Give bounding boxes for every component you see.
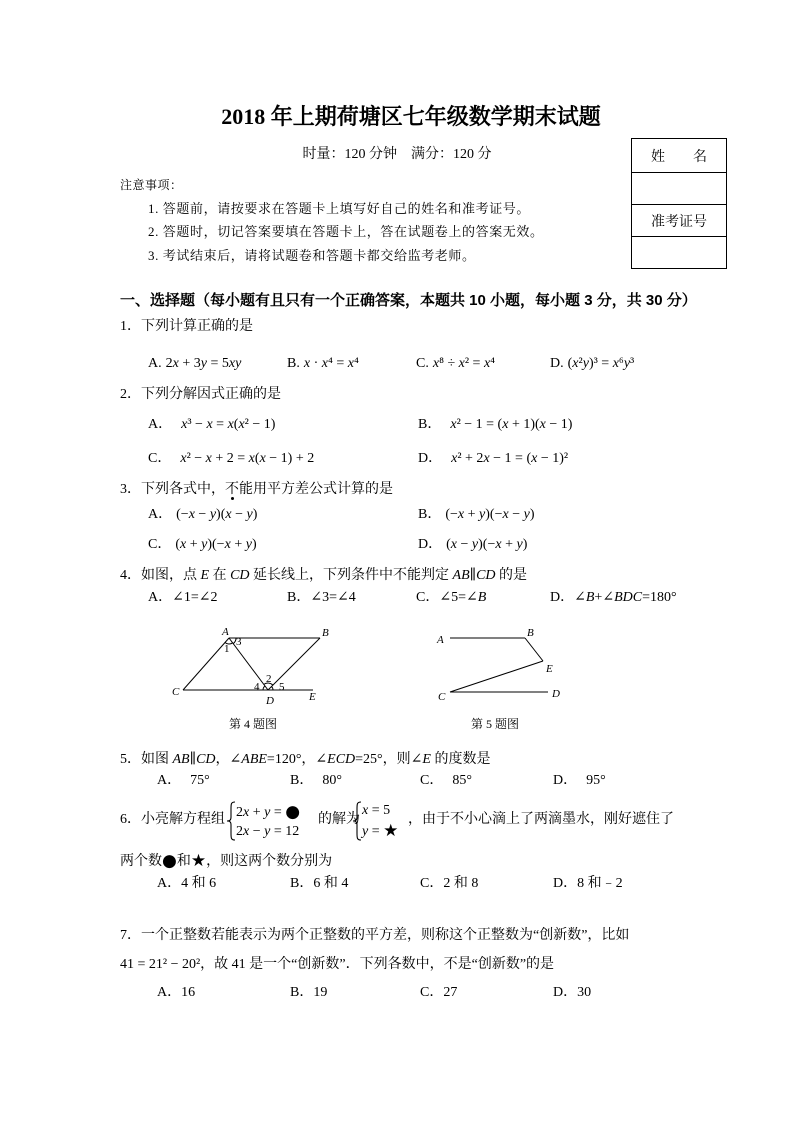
option-label: D． <box>553 773 578 788</box>
figure-5-caption: 第 5 题图 <box>470 717 519 731</box>
point-label-a: A <box>437 634 444 646</box>
point-label-c: C <box>438 691 446 703</box>
point-label-b: B <box>527 627 534 639</box>
question-2-stem <box>120 385 281 405</box>
equation-line-2: 2x − y = 12 <box>236 824 300 839</box>
option-text: 6 和 4 <box>313 876 349 891</box>
figure-4-diagram <box>165 620 335 710</box>
question-text-line-2: 两个数●和★，则这两个数分别为 <box>120 851 333 871</box>
point-label-d: D <box>552 688 560 700</box>
option-label: A. <box>148 356 162 371</box>
option-label: D． <box>553 876 578 891</box>
exam-id-field <box>632 237 727 269</box>
option-text: (x²y)³ = x⁶y³ <box>567 356 635 371</box>
point-label-c: C <box>172 686 180 698</box>
option-d <box>550 588 677 608</box>
point-label-d: D <box>266 695 274 707</box>
option-a <box>148 354 241 374</box>
option-label: D． <box>553 985 578 1000</box>
option-text: 75° <box>190 773 210 788</box>
option-label: C． <box>148 537 172 552</box>
name-label: 姓 名 <box>632 139 727 173</box>
question-5-stem <box>120 750 490 770</box>
solution-line-2: y = ★ <box>362 821 399 841</box>
option-text: 4 和 6 <box>181 876 217 891</box>
question-number: 4． <box>120 568 141 583</box>
option-text: ∠3=∠4 <box>310 590 356 605</box>
option-c <box>420 983 457 1003</box>
option-d <box>553 874 623 894</box>
section-heading: 一、选择题（每小题有且只有一个正确答案，本题共 10 小题，每小题 3 分，共 30 分） <box>120 292 697 309</box>
segment-be <box>525 638 543 661</box>
option-b <box>418 505 535 525</box>
option-d <box>418 449 568 469</box>
option-label: A． <box>157 773 182 788</box>
option-text: 16 <box>181 985 196 1000</box>
option-text: 95° <box>586 773 606 788</box>
name-field <box>632 173 727 205</box>
option-text: 2x + 3y = 5xy <box>165 356 242 371</box>
angle-label-1: 1 <box>224 643 230 655</box>
option-a <box>148 415 275 435</box>
option-a <box>157 983 195 1003</box>
figure-4-caption: 第 4 题图 <box>228 717 277 731</box>
option-d <box>418 535 527 555</box>
option-label: B. <box>287 356 300 371</box>
option-text: ∠1=∠2 <box>172 590 218 605</box>
option-b <box>287 354 359 374</box>
question-text: 下列各式中， <box>141 482 225 497</box>
option-c <box>416 588 486 608</box>
figure-5-diagram <box>430 620 570 710</box>
question-text: 的解为 <box>318 812 360 827</box>
option-text: 85° <box>452 773 472 788</box>
option-text: (x + y)(−x + y) <box>175 537 257 552</box>
question-text: 如图 AB∥CD，∠ABE=120°，∠ECD=25°，则∠E 的度数是 <box>141 752 491 767</box>
option-label: B． <box>418 417 442 432</box>
angle-label-3: 3 <box>236 636 242 648</box>
notice-item: 2. 答题时，切记答案要填在答题卡上，答在试题卷上的答案无效。 <box>148 224 544 239</box>
option-text: x³ − x = x(x² − 1) <box>181 417 276 432</box>
question-number: 5． <box>120 752 141 767</box>
option-text: ∠5=∠B <box>439 590 487 605</box>
question-7-stem <box>120 926 629 946</box>
option-label: D． <box>550 590 575 605</box>
option-label: D． <box>418 451 443 466</box>
option-label: B． <box>290 985 314 1000</box>
option-text: 27 <box>443 985 458 1000</box>
option-d <box>550 354 634 374</box>
option-d <box>553 771 606 791</box>
option-label: C． <box>420 985 444 1000</box>
option-b <box>290 874 348 894</box>
option-a <box>148 588 217 608</box>
segment-db <box>268 638 320 690</box>
option-c <box>420 771 472 791</box>
option-c <box>416 354 495 374</box>
notice-item: 1. 答题前，请按要求在答题卡上填写好自己的姓名和准考证号。 <box>148 201 531 216</box>
point-label-e: E <box>546 663 553 675</box>
option-label: B． <box>287 590 311 605</box>
solution-line-1: x = 5 <box>362 803 391 818</box>
option-label: B． <box>290 773 314 788</box>
question-text: 下列计算正确的是 <box>141 319 253 334</box>
question-text: 小亮解方程组 <box>141 812 225 827</box>
angle-5-arc <box>272 687 274 691</box>
option-b <box>287 588 356 608</box>
option-label: A． <box>148 417 173 432</box>
point-label-b: B <box>322 627 329 639</box>
option-label: B． <box>290 876 314 891</box>
angle-label-4: 4 <box>254 681 260 693</box>
notice-heading: 注意事项： <box>120 178 183 192</box>
option-c <box>148 449 314 469</box>
question-number: 6． <box>120 812 141 827</box>
point-label-e: E <box>309 691 316 703</box>
angle-label-2: 2 <box>266 673 272 685</box>
option-label: A． <box>157 876 182 891</box>
question-text-line-2: 41 = 21² − 20²，故 41 是一个“创新数”．下列各数中，不是“创新数”的是 <box>120 957 555 972</box>
question-4-stem <box>120 566 527 586</box>
exam-title: 2018 年上期荷塘区七年级数学期末试题 <box>221 104 601 129</box>
question-text: 下列分解因式正确的是 <box>141 387 281 402</box>
option-label: D． <box>418 537 443 552</box>
option-label: C． <box>148 451 172 466</box>
option-a <box>157 771 210 791</box>
option-text: (x − y)(−x + y) <box>446 537 528 552</box>
option-text: x⁸ ÷ x² = x⁴ <box>432 356 496 371</box>
option-d <box>553 983 591 1003</box>
question-1-stem <box>120 317 253 337</box>
segment-ac <box>183 638 229 690</box>
option-text: x² − x + 2 = x(x − 1) + 2 <box>180 451 315 466</box>
option-label: C． <box>416 590 440 605</box>
angle-label-5: 5 <box>279 681 285 693</box>
question-text: 如图，点 E 在 CD 延长线上，下列条件中不能判定 AB∥CD 的是 <box>141 568 528 583</box>
option-c <box>420 874 478 894</box>
exam-duration-and-score: 时量：120 分钟 满分：120 分 <box>302 147 492 162</box>
candidate-info-box <box>631 138 727 269</box>
segment-ad <box>229 638 268 690</box>
option-text: 2 和 8 <box>443 876 479 891</box>
option-b <box>290 771 342 791</box>
option-text: x² − 1 = (x + 1)(x − 1) <box>450 417 573 432</box>
question-3-stem <box>120 480 393 500</box>
option-label: C． <box>420 773 444 788</box>
option-label: A． <box>148 507 173 522</box>
equation-line-1: 2x + y = ● <box>236 802 301 822</box>
option-a <box>148 505 257 525</box>
option-text: x² + 2x − 1 = (x − 1)² <box>451 451 569 466</box>
option-text: ∠B+∠BDC=180° <box>574 590 677 605</box>
question-text: ，由于不小心滴上了两滴墨水，刚好遮住了 <box>408 812 674 827</box>
notice-item: 3. 考试结束后，请将试题卷和答题卡都交给监考老师。 <box>148 248 476 263</box>
exam-id-label: 准考证号 <box>632 205 727 237</box>
option-label: D. <box>550 356 564 371</box>
option-b <box>418 415 572 435</box>
option-label: B． <box>418 507 442 522</box>
option-a <box>157 874 216 894</box>
segment-ec <box>450 661 543 692</box>
option-text: 19 <box>313 985 328 1000</box>
option-label: C． <box>420 876 444 891</box>
point-label-a: A <box>222 626 229 638</box>
option-text: 8 和﹣2 <box>577 876 623 891</box>
option-text: 80° <box>322 773 342 788</box>
option-label: A． <box>157 985 182 1000</box>
option-text: x · x⁴ = x⁴ <box>303 356 359 371</box>
question-text: 能用平方差公式计算的是 <box>239 482 393 497</box>
option-b <box>290 983 327 1003</box>
option-text: 30 <box>577 985 592 1000</box>
option-text: (−x + y)(−x − y) <box>445 507 535 522</box>
question-number: 7． <box>120 928 141 943</box>
option-c <box>148 535 257 555</box>
option-label: C. <box>416 356 429 371</box>
question-text: 一个正整数若能表示为两个正整数的平方差，则称这个正整数为“创新数”，比如 <box>141 928 630 943</box>
emphasized-text: 不 <box>225 482 239 497</box>
question-number: 2． <box>120 387 141 402</box>
left-brace <box>226 801 236 841</box>
left-brace <box>352 801 362 841</box>
option-text: (−x − y)(x − y) <box>176 507 258 522</box>
question-6-stem <box>120 810 225 830</box>
question-number: 3． <box>120 482 141 497</box>
option-label: A． <box>148 590 173 605</box>
angle-4-arc <box>263 686 265 690</box>
question-number: 1． <box>120 319 141 334</box>
